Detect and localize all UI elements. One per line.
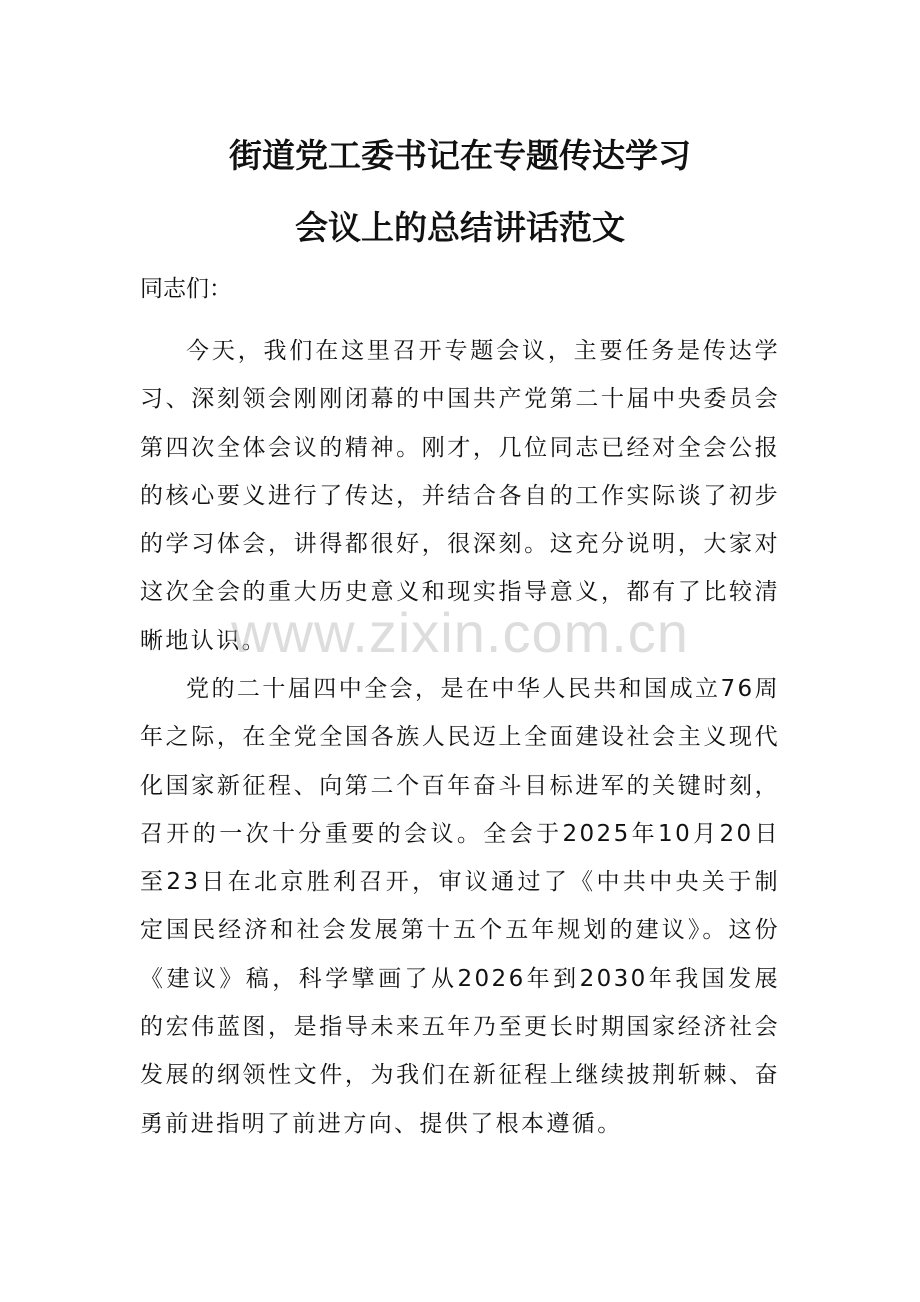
paragraph-2: 党的二十届四中全会，是在中华人民共和国成立76周年之际，在全党全国各族人民迈上全面建设社会主义现代化国家新征程、向第二个百年奋斗目标进军的关键时刻，召开的一次十分重要的会议。全会于2025年10月20日至23日在北京胜利召开，审议通过了《中共中央关于制定国民经济和社会发展第十五个五年规划的建议》。这份《建议》稿，科学擘画了从2026年到2030年我国发展的宏伟蓝图，是指导未来五年乃至更长时期国家经济社会发展的纲领性文件，为我们在新征程上继续披荆斩棘、奋勇前进指明了前进方向、提供了根本遵循。 bbox=[140, 676, 780, 1137]
document-title-line-2: 会议上的总结讲话范文 bbox=[295, 208, 625, 247]
document-title-line-1: 街道党工委书记在专题传达学习 bbox=[229, 136, 691, 175]
paragraph-1: 今天，我们在这里召开专题会议，主要任务是传达学习、深刻领会刚刚闭幕的中国共产党第二十届中央委员会第四次全体会议的精神。刚才，几位同志已经对全会公报的核心要义进行了传达，并结合各自的工作实际谈了初步的学习体会，讲得都很好，很深刻。这充分说明，大家对这次全会的重大历史意义和现实指导意义，都有了比较清晰地认识。 bbox=[140, 338, 780, 654]
salutation: 同志们： bbox=[140, 276, 232, 302]
watermark-text: www.zixin.com.cn bbox=[231, 601, 689, 664]
